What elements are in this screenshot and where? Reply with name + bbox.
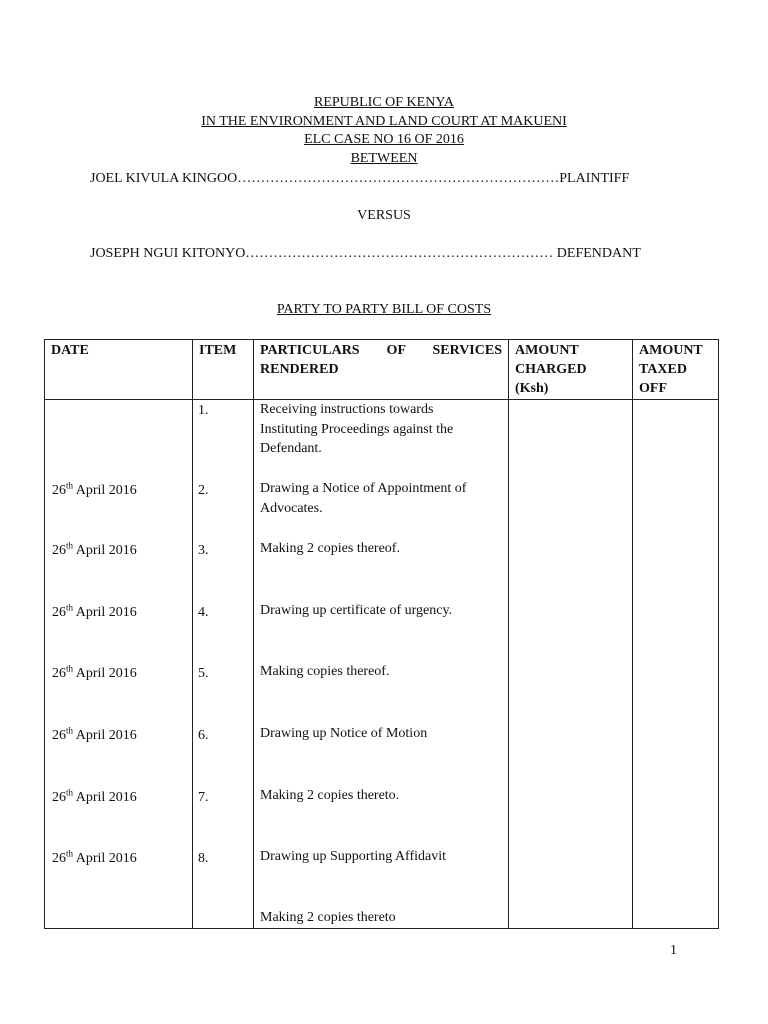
row-item-number: 7. <box>198 790 209 805</box>
row-particulars: Making 2 copies thereto. <box>260 788 400 803</box>
row-item-number: 2. <box>198 483 209 498</box>
header-date: DATE <box>45 340 193 400</box>
row-item-number: 5. <box>198 666 209 681</box>
row-date: 26th April 2016 <box>52 787 137 805</box>
bill-of-costs-table <box>44 339 719 929</box>
row-particulars: Making copies thereof. <box>260 664 390 679</box>
row-date: 26th April 2016 <box>52 663 137 681</box>
row-date: 26th April 2016 <box>52 480 137 498</box>
versus-label: VERSUS <box>357 208 411 223</box>
row-item-number: 3. <box>198 543 209 558</box>
header-amount-charged: AMOUNT CHARGED (Ksh) <box>509 340 633 400</box>
document-title: PARTY TO PARTY BILL OF COSTS <box>276 302 492 317</box>
item-column <box>193 400 254 929</box>
date-column <box>45 400 193 929</box>
header-item: ITEM <box>193 340 254 400</box>
row-date: 26th April 2016 <box>52 540 137 558</box>
row-particulars: Drawing a Notice of Appointment of Advocates. <box>260 481 467 516</box>
header-particulars: PARTICULARS OF SERVICES RENDERED <box>254 340 509 400</box>
page-number: 1 <box>670 943 677 958</box>
defendant-line: JOSEPH NGUI KITONYO………………………………………………………… DEFENDANT <box>90 246 641 261</box>
table-body-row <box>45 400 719 929</box>
row-particulars: Drawing up certificate of urgency. <box>260 603 453 618</box>
between-heading: BETWEEN <box>350 151 418 166</box>
row-item-number: 6. <box>198 728 209 743</box>
court-heading: IN THE ENVIRONMENT AND LAND COURT AT MAKUENI <box>201 114 567 129</box>
header-amount-taxed-off: AMOUNT TAXED OFF <box>633 340 719 400</box>
row-date: 26th April 2016 <box>52 848 137 866</box>
row-particulars: Receiving instructions towards Instituting Proceedings against the Defendant. <box>260 402 454 456</box>
row-particulars: Making 2 copies thereof. <box>260 541 400 556</box>
row-item-number: 4. <box>198 605 209 620</box>
row-particulars: Drawing up Notice of Motion <box>260 726 428 741</box>
row-date: 26th April 2016 <box>52 602 137 620</box>
row-item-number: 1. <box>198 403 209 418</box>
row-date: 26th April 2016 <box>52 725 137 743</box>
amount-charged-column <box>509 400 633 929</box>
row-particulars: Drawing up Supporting Affidavit <box>260 849 447 864</box>
particulars-column <box>254 400 509 929</box>
amount-taxed-column <box>633 400 719 929</box>
plaintiff-line: JOEL KIVULA KINGOO……………………………………………………………PLAINTIFF <box>90 171 630 186</box>
table-header-row <box>45 340 719 400</box>
row-item-number: 8. <box>198 851 209 866</box>
row-particulars: Making 2 copies thereto <box>260 910 396 925</box>
republic-heading: REPUBLIC OF KENYA <box>313 95 454 110</box>
case-number-heading: ELC CASE NO 16 OF 2016 <box>304 132 464 147</box>
